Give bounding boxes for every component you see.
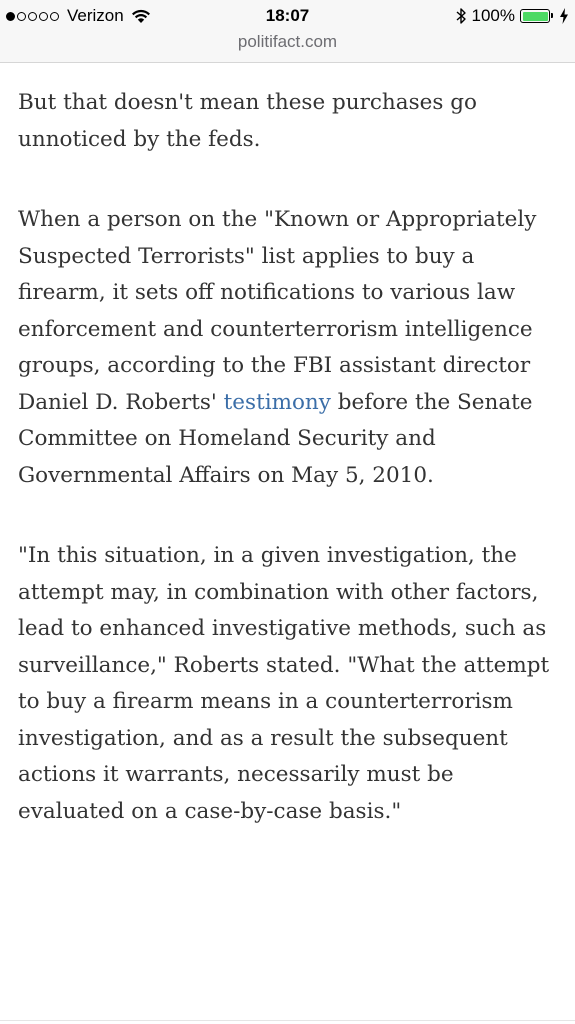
carrier-name: Verizon [67,6,124,25]
status-time: 18:07 [265,6,310,25]
status-bar [0,0,575,32]
testimony-link[interactable]: testimony [223,389,331,415]
battery-percent: 100% [471,6,515,25]
paragraph-text: When a person on the "Known or Appropriately Suspected Terrorists" list applies to buy a firearm, it sets off notifications to various law enforcement and counterterrorism intelligence groups, according to the FBI assistant director Daniel D. Roberts' [18,207,537,415]
battery-icon [520,9,550,23]
battery-level [523,12,548,21]
article-paragraph: "In this situation, in a given investigation, the attempt may, in combination with other factors, lead to enhanced investigative methods, such as surveillance," Roberts stated. "What the attempt to buy a firearm means in a counterterrorism investigation, and as a result the subsequent actions it warrants, necessarily must be evaluated on a case-by-case basis." [18,543,550,824]
status-right [455,5,569,27]
charging-icon [559,8,569,24]
paragraph-text: before the Senate Committee on Homeland Security and Governmental Affairs on May 5, 2010. [18,389,533,488]
browser-top-bar [0,0,575,63]
bluetooth-icon [455,7,467,25]
url-bar[interactable]: politifact.com [237,32,338,51]
article-body [18,85,563,874]
article-paragraph [18,202,563,494]
divider [0,1020,575,1021]
battery-cap [551,13,553,18]
article-paragraph: But that doesn't mean these purchases go unnoticed by the feds. [18,90,477,152]
